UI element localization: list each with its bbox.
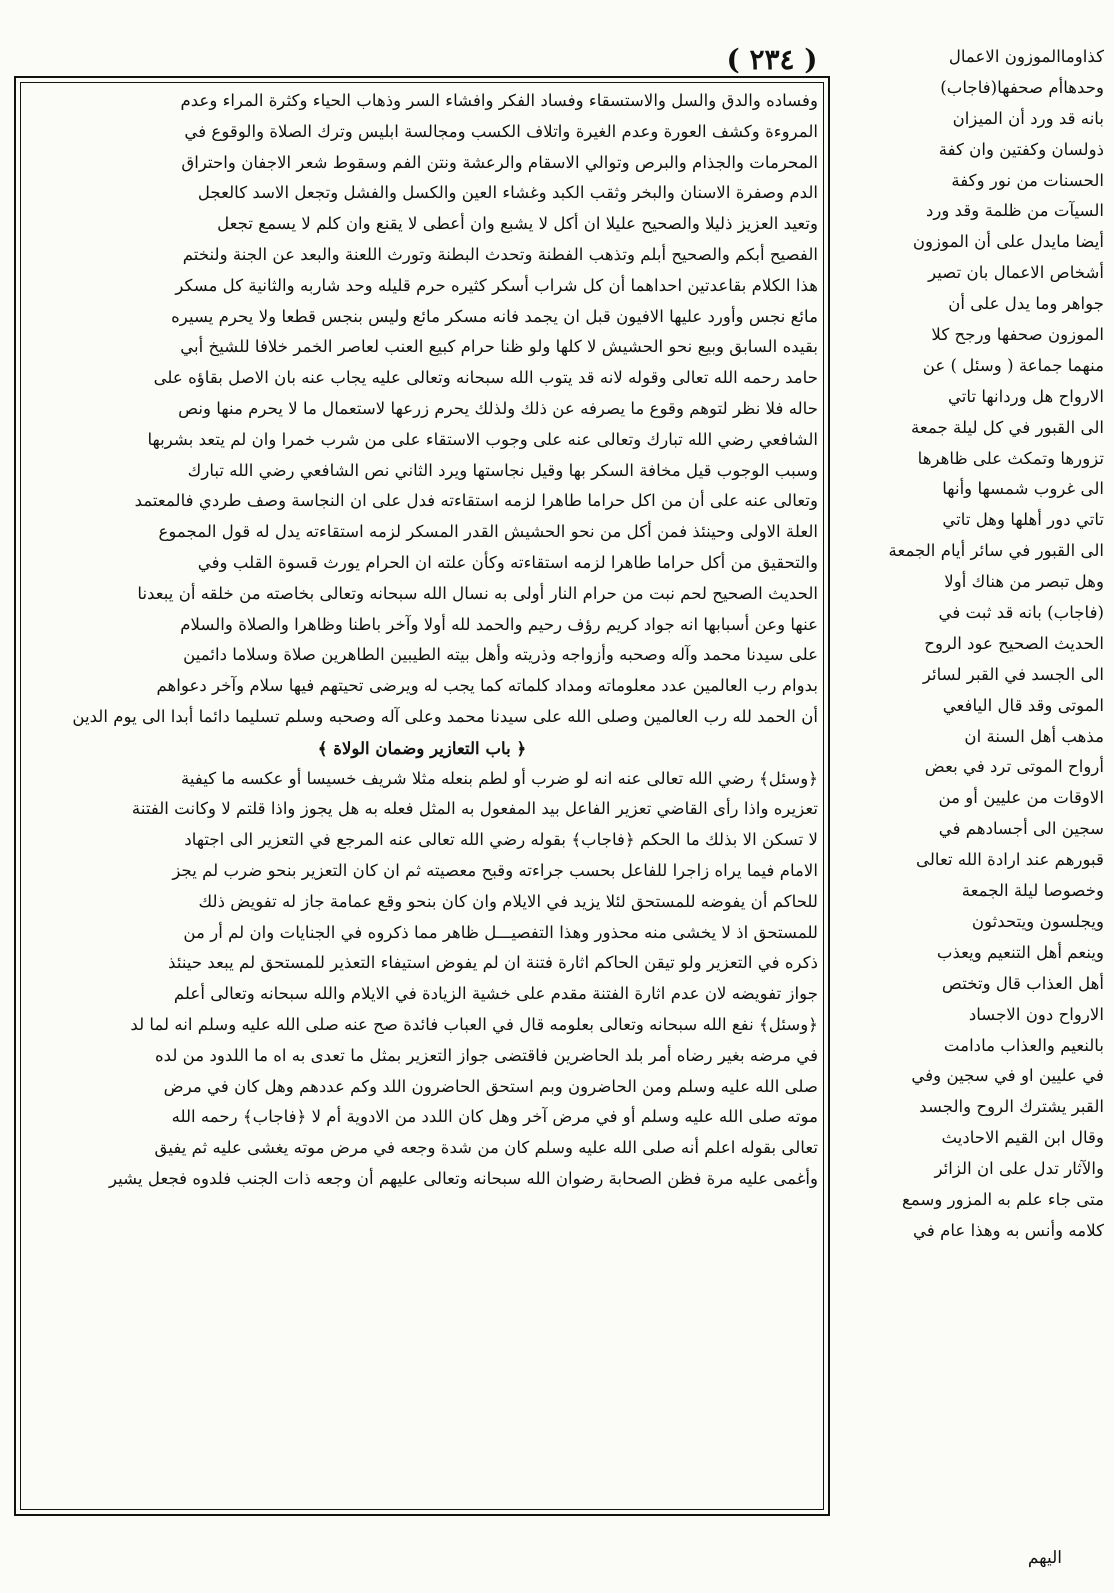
margin-text-line: ويجلسون ويتحدثون [971,911,1104,931]
margin-text-column [842,42,1104,1522]
margin-text-line: الى الجسد في القبر لسائر [922,664,1104,684]
main-text-line: الامام فيما يراه زاجرا للفاعل بحسب جراءته وقبح معصيته ثم ان كان التعزير بنحو ضرب لم يجز [172,860,818,880]
margin-text-line: متى جاء علم به المزور وسمع [902,1189,1104,1209]
margin-text-line: أرواح الموتى ترد في بعض [924,757,1104,777]
margin-text-line: الى القبور في سائر أيام الجمعة [888,541,1104,561]
main-text-line: المروءة وكشف العورة وعدم الغيرة واتلاف الكسب ومجالسة ابليس وترك الصلاة والوقوع في [184,121,818,141]
margin-text-line: بانه قد ورد أن الميزان [952,108,1104,128]
main-text-line: عنها وعن أسبابها انه جواد كريم رؤف رحيم والحمد لله أولا وآخر باطنا وظاهرا والصلاة والسلام [180,614,818,634]
margin-text-line: (فاجاب) بانه قد ثبت في [938,603,1104,623]
main-text-line: على سيدنا محمد وآله وصحبه وأزواجه وذريته وأهل بيته الطيبين الطاهرين صلاة وسلاما دائمين [183,645,818,665]
margin-text-line: الارواح هل وردانها تاتي [947,386,1104,406]
main-text-line: ﴿وسئل﴾ رضي الله تعالى عنه انه لو ضرب أو لطم بنعله مثلا شريف خسيسا أو عكسه ما كيفية [180,768,818,788]
margin-text-line: الارواح دون الاجساد [968,1004,1104,1024]
margin-text-line: بالنعيم والعذاب مادامت [943,1035,1104,1055]
margin-text-line: في عليين او في سجين وفي [911,1066,1104,1086]
main-text-line: العلة الاولى وحينئذ فمن أكل من نحو الحشيش القدر المسكر لزمه استقاءته يدل له قول المجموع [158,522,818,542]
main-text-line: مائع نجس وأورد عليها الافيون قبل ان يجمد فانه مسكر مائع وليس بنجس قطعا ولا يحرم يسيره [171,306,818,326]
margin-text-line: جواهر وما يدل على أن [948,294,1104,314]
margin-text-line: الى القبور في كل ليلة جمعة [911,417,1104,437]
margin-text-line: منهما جماعة ( وسئل ) عن [922,355,1104,375]
page-number: ( ٢٣٤ ) [726,43,818,76]
main-text-line: للحاكم أن يفوضه للمستحق لئلا يزيد في الايلام وان كان بنحو وقع عمامة جاز له تفويض ذلك [198,891,818,911]
main-text-line: الشافعي رضي الله تبارك وتعالى عنه على وجوب الاستقاء على من شرب خمرا وان لم يتعد بشربها [147,429,818,449]
main-text-line: الفصيح أبكم والصحيح أبلم وتذهب الفطنة وتحدث البطنة وتورث اللعنة والبعد عن الجنة ولنختم [182,244,818,264]
margin-text-line: وقال ابن القيم الاحاديث [941,1128,1104,1148]
margin-text-line: كلامه وأنس به وهذا عام في [913,1220,1104,1240]
margin-text-line: تاتي دور أهلها وهل تاتي [942,510,1104,530]
main-text-line: وتعيد العزيز ذليلا والصحيح عليلا ان أكل لا يشبع وان أعطى لا يقنع وان كلم لا يسمع تجعل [217,214,818,234]
margin-text-line: الى غروب شمسها وأنها [942,479,1104,499]
margin-text-line: الحسنات من نور وكفة [951,170,1104,190]
main-text-line: لا تسكن الا بذلك ما الحكم ﴿فاجاب﴾ بقوله رضي الله تعالى عنه المرجع في التعزير الى اجتهاد [184,830,818,850]
margin-text-line: القبر يشترك الروح والجسد [919,1097,1104,1117]
main-text-line: هذا الكلام بقاعدتين احداهما أن كل شراب أسكر كثيره حرم قليله وحد شاربه والثانية كل مسكر [175,275,818,295]
main-text-line: بدوام رب العالمين عدد معلوماته ومداد كلماته كما يجب له ويرضى تحيتهم فيها سلام وآخر دعواهم [156,676,818,696]
main-text-line: الدم وصفرة الاسنان والبخر وثقب الكبد وغشاء العين والكسل والفشل وتجعل الاسد كالعجل [197,183,818,203]
main-text-line: حامد رحمه الله تعالى وقوله لانه قد يتوب الله سبحانه وتعالى عليه يجاب عنه بان الاصل بقاؤه على [153,368,818,388]
main-text-line: ذكره في التعزير ولو تيقن الحاكم اثارة فتنة ان لم يفوض استيفاء التعذير للمستحق لم يبعد حينئذ [168,953,818,973]
margin-text-line: سجين الى أجسادهم في [938,819,1104,839]
margin-text-line: وهل تبصر من هناك أولا [944,572,1104,592]
main-text-line: وتعالى عنه على أن من اكل حراما طاهرا لزمه استقاءته فدل على ان النجاسة وصف طردي فالمعتمد [134,491,818,511]
main-text-line: ﴿وسئل﴾ نفع الله سبحانه وتعالى بعلومه قال في العباب فائدة صح عنه صلى الله عليه وسلم انه لما لد [130,1014,818,1034]
main-text-line: الحديث الصحيح لحم نبت من حرام النار أولى به نسال الله سبحانه وتعالى بخاصته من خلقه أن يبعدنا [137,583,818,603]
margin-text-line: أيضا مايدل على أن الموزون [912,232,1104,252]
main-text-line: تعالى بقوله اعلم أنه صلى الله عليه وسلم كان من شدة وجعه في مرض موته يغشى عليه ثم يفيق [154,1138,818,1158]
margin-text-line: ذولسان وكفتين وان كفة [938,139,1104,159]
main-text-line: والتحقيق من أكل حراما طاهرا لزمه استقاءته وكأن علته ان الحرام يورث قسوة القلب وفي [197,552,818,572]
margin-text-line: قبورهم عند ارادة الله تعالى [916,850,1104,870]
main-text-line: تعزيره واذا رأى القاضي تعزير الفاعل بيد المفعول به المثل فعله به هل يجوز واذا قلتم لا وكانت الفتنة [131,799,818,819]
main-text-line: وسبب الوجوب قيل مخافة السكر بها وقيل نجاستها ويرد الثاني نص الشافعي رضي الله تبارك [187,460,818,480]
main-text-line: وأغمى عليه مرة فظن الصحابة رضوان الله سبحانه وتعالى عليهم أن وجعه ذات الجنب فلدوه فجعل يشير [109,1168,818,1188]
main-text-line: وفساده والدق والسل والاستسقاء وفساد الفكر وافشاء السر وذهاب الحياء وكثرة المراء وعدم [180,91,818,110]
main-text-line: جواز تفويضه لان عدم اثارة الفتنة مقدم على خشية الزيادة في الايلام والله سبحانه وتعالى أعلم [173,984,818,1004]
main-text-line: موته صلى الله عليه وسلم أو في مرض آخر وهل كان اللدد من الادوية أم لا ﴿فاجاب﴾ رحمه الله [171,1107,818,1127]
main-text-line: في مرضه بغير رضاه أمر بلد الحاضرين فاقتضى جواز التعزير بمثل ما تعدى به اه ما اللدود من لده [154,1045,818,1065]
main-text-line: أن الحمد لله رب العالمين وصلى الله على سيدنا محمد وعلى آله وصحبه وسلم تسليما دائما أبدا الى يوم الدين [72,706,818,726]
margin-text-line: تزورها وتمكث على ظاهرها [917,448,1104,468]
margin-text-line: أشخاص الاعمال بان تصير [928,263,1104,283]
main-text-line: المحرمات والجذام والبرص وتوالي الاسقام والرعشة ونتن الفم وسقوط شعر الاجفان واحتراق [181,152,818,172]
margin-text-line: مذهب أهل السنة ان [964,726,1104,746]
margin-text-line: السيآت من ظلمة وقد ورد [925,201,1104,221]
margin-text-line: الاوقات من عليين أو من [938,788,1104,808]
main-text-line: حاله فلا نظر لتوهم وقوع ما يصرفه عن ذلك ولذلك يحرم زرعها لاستعمال ما لا يحرم منها ونص [178,398,818,418]
section-heading: ﴿ باب التعازير وضمان الولاة ﴾ [317,737,527,758]
margin-text-line: وينعم أهل التنعيم ويعذب [936,942,1104,962]
margin-text-line: أهل العذاب قال وتختص [941,973,1104,993]
main-text-line: للمستحق اذ لا يخشى منه محذور وهذا التفصيـــل ظاهر مما ذكروه في الجنايات وان لم أر من [183,922,818,942]
margin-text-line: الموزون صحفها ورجح كلا [931,325,1104,345]
catchword: اليهم [1027,1548,1062,1568]
main-text-column [26,86,818,1506]
margin-text-line: وحدهاأم صحفها(فاجاب) [940,77,1104,97]
main-text-line: صلى الله عليه وسلم ومن الحاضرون وبم استحق الحاضرون اللد وكم عددهم وهل كان في مرض [163,1076,818,1096]
margin-text-line: كذاوماالموزون الاعمال [948,47,1104,66]
main-text-line: بقيده السابق وبيع نحو الحشيش لا كلها ولو ظنا حرام كبيع العنب لعاصر الخمر خلافا للشيخ أبي [180,337,818,357]
margin-text-line: الحديث الصحيح عود الروح [924,633,1104,653]
margin-text-line: الموتى وقد قال اليافعي [942,695,1104,715]
margin-text-line: والآثار تدل على ان الزائر [934,1159,1104,1179]
margin-text-line: وخصوصا ليلة الجمعة [961,881,1104,901]
